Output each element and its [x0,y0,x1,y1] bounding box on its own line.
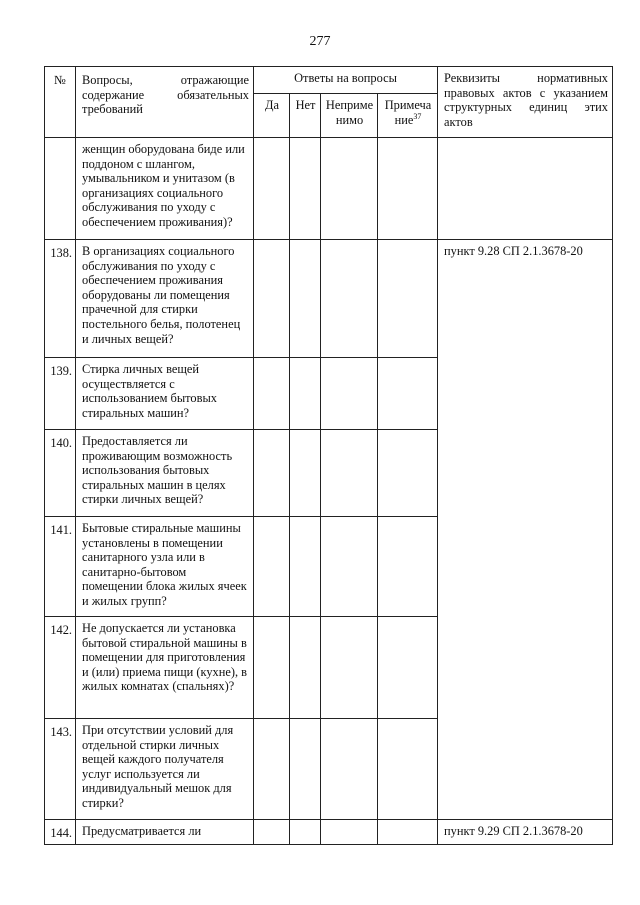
answer-yes-cell[interactable] [254,358,290,430]
answer-not-applicable-cell[interactable] [321,138,378,240]
answer-not-applicable-cell[interactable] [321,430,378,517]
answer-note-cell[interactable] [378,430,438,517]
table-row [45,820,613,845]
answer-note-cell[interactable] [378,138,438,240]
row-question: женщин оборудована биде или поддоном с шлангом, умывальником и унитазом (в организациях социального обслуживания по уходу с обеспечением проживания)? [76,138,254,240]
answer-note-cell[interactable] [378,240,438,358]
row-number [45,138,76,240]
answer-yes-cell[interactable] [254,820,290,845]
row-number: 143. [45,719,76,820]
header-note-footnote: 37 [413,111,422,121]
row-number: 140. [45,430,76,517]
answer-not-applicable-cell[interactable] [321,517,378,617]
row-number: 142. [45,617,76,719]
table-row [45,240,613,358]
table-row [45,138,613,240]
answer-not-applicable-cell[interactable] [321,617,378,719]
answer-yes-cell[interactable] [254,138,290,240]
row-question: Стирка личных вещей осуществляется с использованием бытовых стиральных машин? [76,358,254,430]
row-number: 138. [45,240,76,358]
answer-not-applicable-cell[interactable] [321,719,378,820]
page-number: 277 [309,34,331,49]
answer-no-cell[interactable] [290,138,321,240]
row-question: Предусматривается ли [76,820,254,845]
row-requisites [438,138,613,240]
answer-yes-cell[interactable] [254,719,290,820]
answer-no-cell[interactable] [290,719,321,820]
row-requisites: пункт 9.29 СП 2.1.3678-20 [438,820,613,845]
row-question: При отсутствии условий для отдельной стирки личных вещей каждого получателя услуг используется ли индивидуальный мешок для стирки? [76,719,254,820]
header-note [378,94,438,138]
row-number: 141. [45,517,76,617]
header-questions: Вопросы, отражающие содержание обязательных требований [76,67,254,138]
header-requisites: Реквизиты нормативных правовых актов с указанием структурных единиц этих актов [438,67,613,138]
header-answers: Ответы на вопросы [254,67,438,94]
answer-no-cell[interactable] [290,517,321,617]
answer-not-applicable-cell[interactable] [321,358,378,430]
answer-note-cell[interactable] [378,517,438,617]
row-requisites: пункт 9.28 СП 2.1.3678-20 [438,240,613,820]
answer-yes-cell[interactable] [254,517,290,617]
checklist-table [44,66,613,845]
row-question: Предоставляется ли проживающим возможность использования бытовых стиральных машин в целях стирки личных вещей? [76,430,254,517]
header-no: Нет [290,94,321,138]
answer-no-cell[interactable] [290,430,321,517]
row-question: Не допускается ли установка бытовой стиральной машины в помещении для приготовления и (или) приема пищи (кухне), в жилых комнатах (спальнях)? [76,617,254,719]
answer-no-cell[interactable] [290,240,321,358]
answer-not-applicable-cell[interactable] [321,240,378,358]
header-number: № [45,67,76,138]
answer-not-applicable-cell[interactable] [321,820,378,845]
answer-note-cell[interactable] [378,358,438,430]
answer-yes-cell[interactable] [254,240,290,358]
answer-note-cell[interactable] [378,617,438,719]
row-question: Бытовые стиральные машины установлены в помещении санитарного узла или в санитарно-бытовом помещении блока жилых ячеек и жилых групп? [76,517,254,617]
answer-yes-cell[interactable] [254,430,290,517]
header-yes: Да [254,94,290,138]
row-question: В организациях социального обслуживания по уходу с обеспечением проживания оборудованы ли помещения прачечной для стирки постельного белья, полотенец и личных вещей? [76,240,254,358]
header-note-label: Примеча ние [384,98,432,127]
answer-no-cell[interactable] [290,617,321,719]
header-not-applicable: Неприме нимо [321,94,378,138]
answer-note-cell[interactable] [378,820,438,845]
row-number: 144. [45,820,76,845]
answer-yes-cell[interactable] [254,617,290,719]
row-number: 139. [45,358,76,430]
answer-note-cell[interactable] [378,719,438,820]
answer-no-cell[interactable] [290,358,321,430]
answer-no-cell[interactable] [290,820,321,845]
